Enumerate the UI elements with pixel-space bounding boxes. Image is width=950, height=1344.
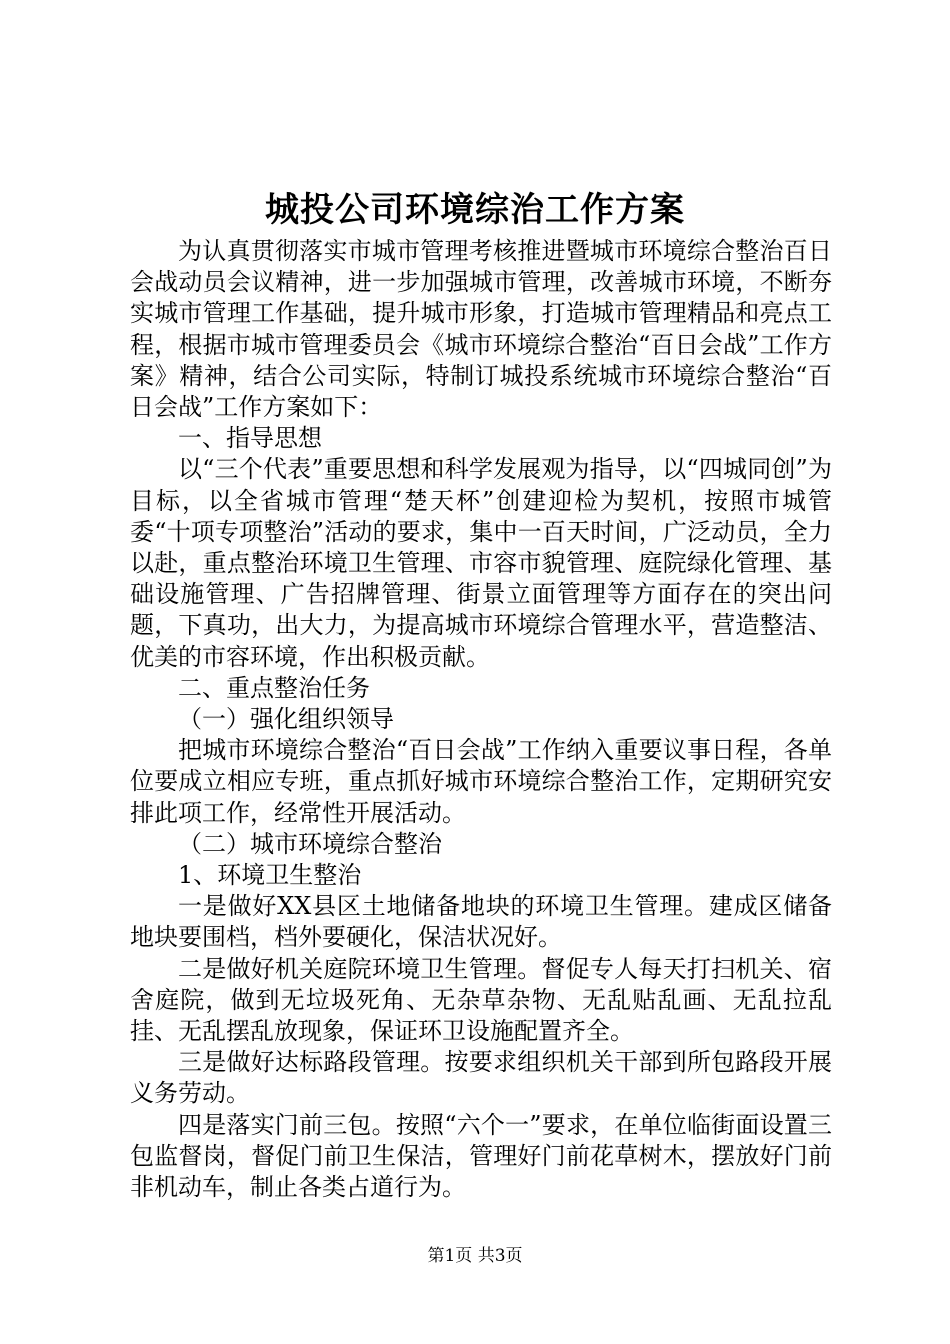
sanitation-item-three: 三是做好达标路段管理。按要求组织机关干部到所包路段开展义务劳动。: [130, 1048, 832, 1108]
document-body: [130, 236, 832, 1203]
sanitation-item-one: 一是做好XX县区土地储备地块的环境卫生管理。建成区储备地块要围档，档外要硬化，保洁状况好。: [130, 892, 832, 952]
page-footer: 第1页 共3页: [427, 1246, 523, 1266]
section-heading-key-tasks: 二、重点整治任务: [178, 673, 370, 702]
intro-paragraph: 为认真贯彻落实市城市管理考核推进暨城市环境综合整治百日会战动员会议精神，进一步加强城市管理，改善城市环境，不断夯实城市管理工作基础，提升城市形象，打造城市管理精品和亮点工程，根据市城市管理委员会《城市环境综合整治“百日会战”工作方案》精神，结合公司实际，特制订城投系统城市环境综合整治“百日会战”工作方案如下：: [130, 237, 832, 422]
sanitation-item-four: 四是落实门前三包。按照“六个一”要求，在单位临街面设置三包监督岗，督促门前卫生保洁，管理好门前花草树木，摆放好门前非机动车，制止各类占道行为。: [130, 1110, 832, 1202]
sanitation-item-two: 二是做好机关庭院环境卫生管理。督促专人每天打扫机关、宿舍庭院，做到无垃圾死角、无杂草杂物、无乱贴乱画、无乱拉乱挂、无乱摆乱放现象，保证环卫设施配置齐全。: [130, 954, 832, 1046]
section-heading-guiding-thought: 一、指导思想: [178, 424, 322, 453]
subsection-heading-leadership: （一）强化组织领导: [178, 705, 394, 734]
guiding-thought-paragraph: 以“三个代表”重要思想和科学发展观为指导，以“四城同创”为目标，以全省城市管理“楚天杯”创建迎检为契机，按照市城管委“十项专项整治”活动的要求，集中一百天时间，广泛动员，全力以赴，重点整治环境卫生管理、市容市貌管理、庭院绿化管理、基础设施管理、广告招牌管理、街景立面管理等方面存在的突出问题，下真功，出大力，为提高城市环境综合管理水平，营造整洁、优美的市容环境，作出积极贡献。: [130, 455, 832, 671]
subsection-heading-environment: （二）城市环境综合整治: [178, 829, 442, 858]
leadership-paragraph: 把城市环境综合整治“百日会战”工作纳入重要议事日程，各单位要成立相应专班，重点抓好城市环境综合整治工作，定期研究安排此项工作，经常性开展活动。: [130, 736, 832, 827]
document-title: 城投公司环境综治工作方案: [265, 190, 685, 230]
item-heading-sanitation: 1、环境卫生整治: [178, 861, 362, 890]
